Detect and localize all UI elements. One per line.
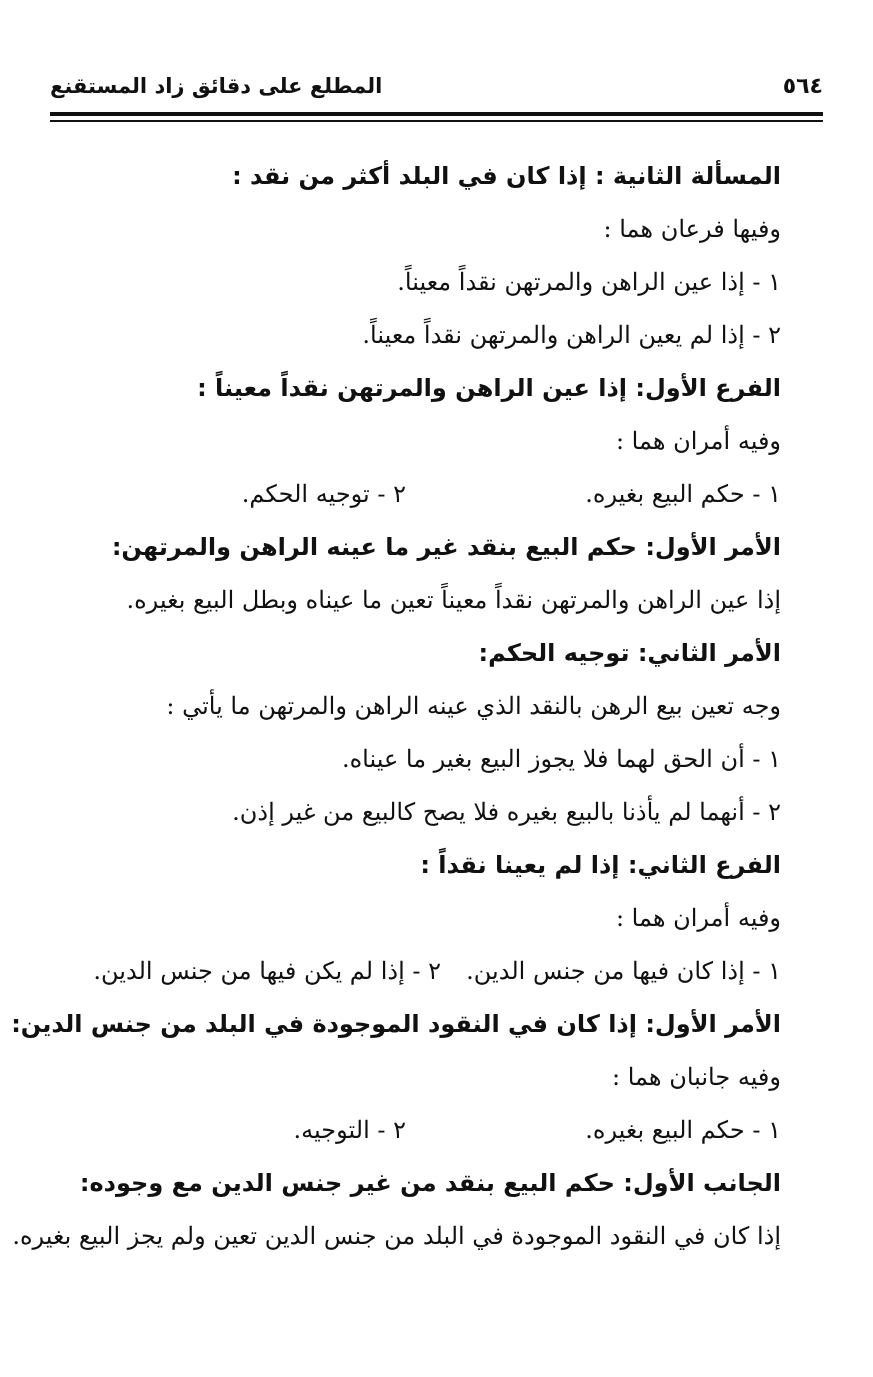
paragraph-line: وجه تعين بيع الرهن بالنقد الذي عينه الراهن والمرتهن ما يأتي : bbox=[166, 692, 781, 720]
paragraph-line: إذا كان في النقود الموجودة في البلد من جنس الدين تعين ولم يجز البيع بغيره. bbox=[12, 1222, 781, 1250]
subsection-heading: الفرع الأول: إذا عين الراهن والمرتهن نقداً معيناً : bbox=[197, 374, 781, 402]
paragraph-line: وفيه أمران هما : bbox=[615, 904, 781, 932]
subsection-heading: الجانب الأول: حكم البيع بنقد من غير جنس الدين مع وجوده: bbox=[79, 1169, 781, 1197]
two-column-list bbox=[60, 945, 781, 998]
header-rule-thin bbox=[50, 120, 823, 122]
section-heading: المسألة الثانية : إذا كان في البلد أكثر من نقد : bbox=[232, 162, 781, 190]
list-item: ١ - حكم البيع بغيره. bbox=[585, 1116, 781, 1144]
list-item: ٢ - إذا لم يكن فيها من جنس الدين. bbox=[93, 957, 441, 985]
subsection-heading: الأمر الثاني: توجيه الحكم: bbox=[478, 639, 781, 667]
page-header bbox=[50, 70, 823, 112]
list-item: ٢ - أنهما لم يأذنا بالبيع بغيره فلا يصح كالبيع من غير إذن. bbox=[232, 798, 781, 826]
paragraph-line: إذا عين الراهن والمرتهن نقداً معيناً تعين ما عيناه وبطل البيع بغيره. bbox=[126, 586, 781, 614]
two-column-list bbox=[60, 1104, 781, 1157]
header-rule-thick bbox=[50, 112, 823, 116]
paragraph-line: وفيه جانبان هما : bbox=[612, 1063, 781, 1091]
two-column-list bbox=[60, 468, 781, 521]
list-item: ٢ - التوجيه. bbox=[293, 1116, 406, 1144]
list-item: ١ - حكم البيع بغيره. bbox=[585, 480, 781, 508]
subsection-heading: الأمر الأول: إذا كان في النقود الموجودة في البلد من جنس الدين: bbox=[11, 1010, 781, 1038]
page-number: ٥٦٤ bbox=[782, 74, 823, 99]
body-text bbox=[11, 150, 781, 1263]
subsection-heading: الفرع الثاني: إذا لم يعينا نقداً : bbox=[420, 851, 781, 879]
subsection-heading: الأمر الأول: حكم البيع بنقد غير ما عينه الراهن والمرتهن: bbox=[111, 533, 781, 561]
running-title: المطلع على دقائق زاد المستقنع bbox=[50, 74, 383, 98]
list-item: ٢ - توجيه الحكم. bbox=[241, 480, 406, 508]
list-item: ٢ - إذا لم يعين الراهن والمرتهن نقداً معيناً. bbox=[362, 321, 781, 349]
list-item: ١ - إذا كان فيها من جنس الدين. bbox=[466, 957, 781, 985]
paragraph-line: وفيها فرعان هما : bbox=[603, 215, 781, 243]
list-item: ١ - إذا عين الراهن والمرتهن نقداً معيناً. bbox=[397, 268, 781, 296]
paragraph-line: وفيه أمران هما : bbox=[615, 427, 781, 455]
list-item: ١ - أن الحق لهما فلا يجوز البيع بغير ما عيناه. bbox=[341, 745, 781, 773]
